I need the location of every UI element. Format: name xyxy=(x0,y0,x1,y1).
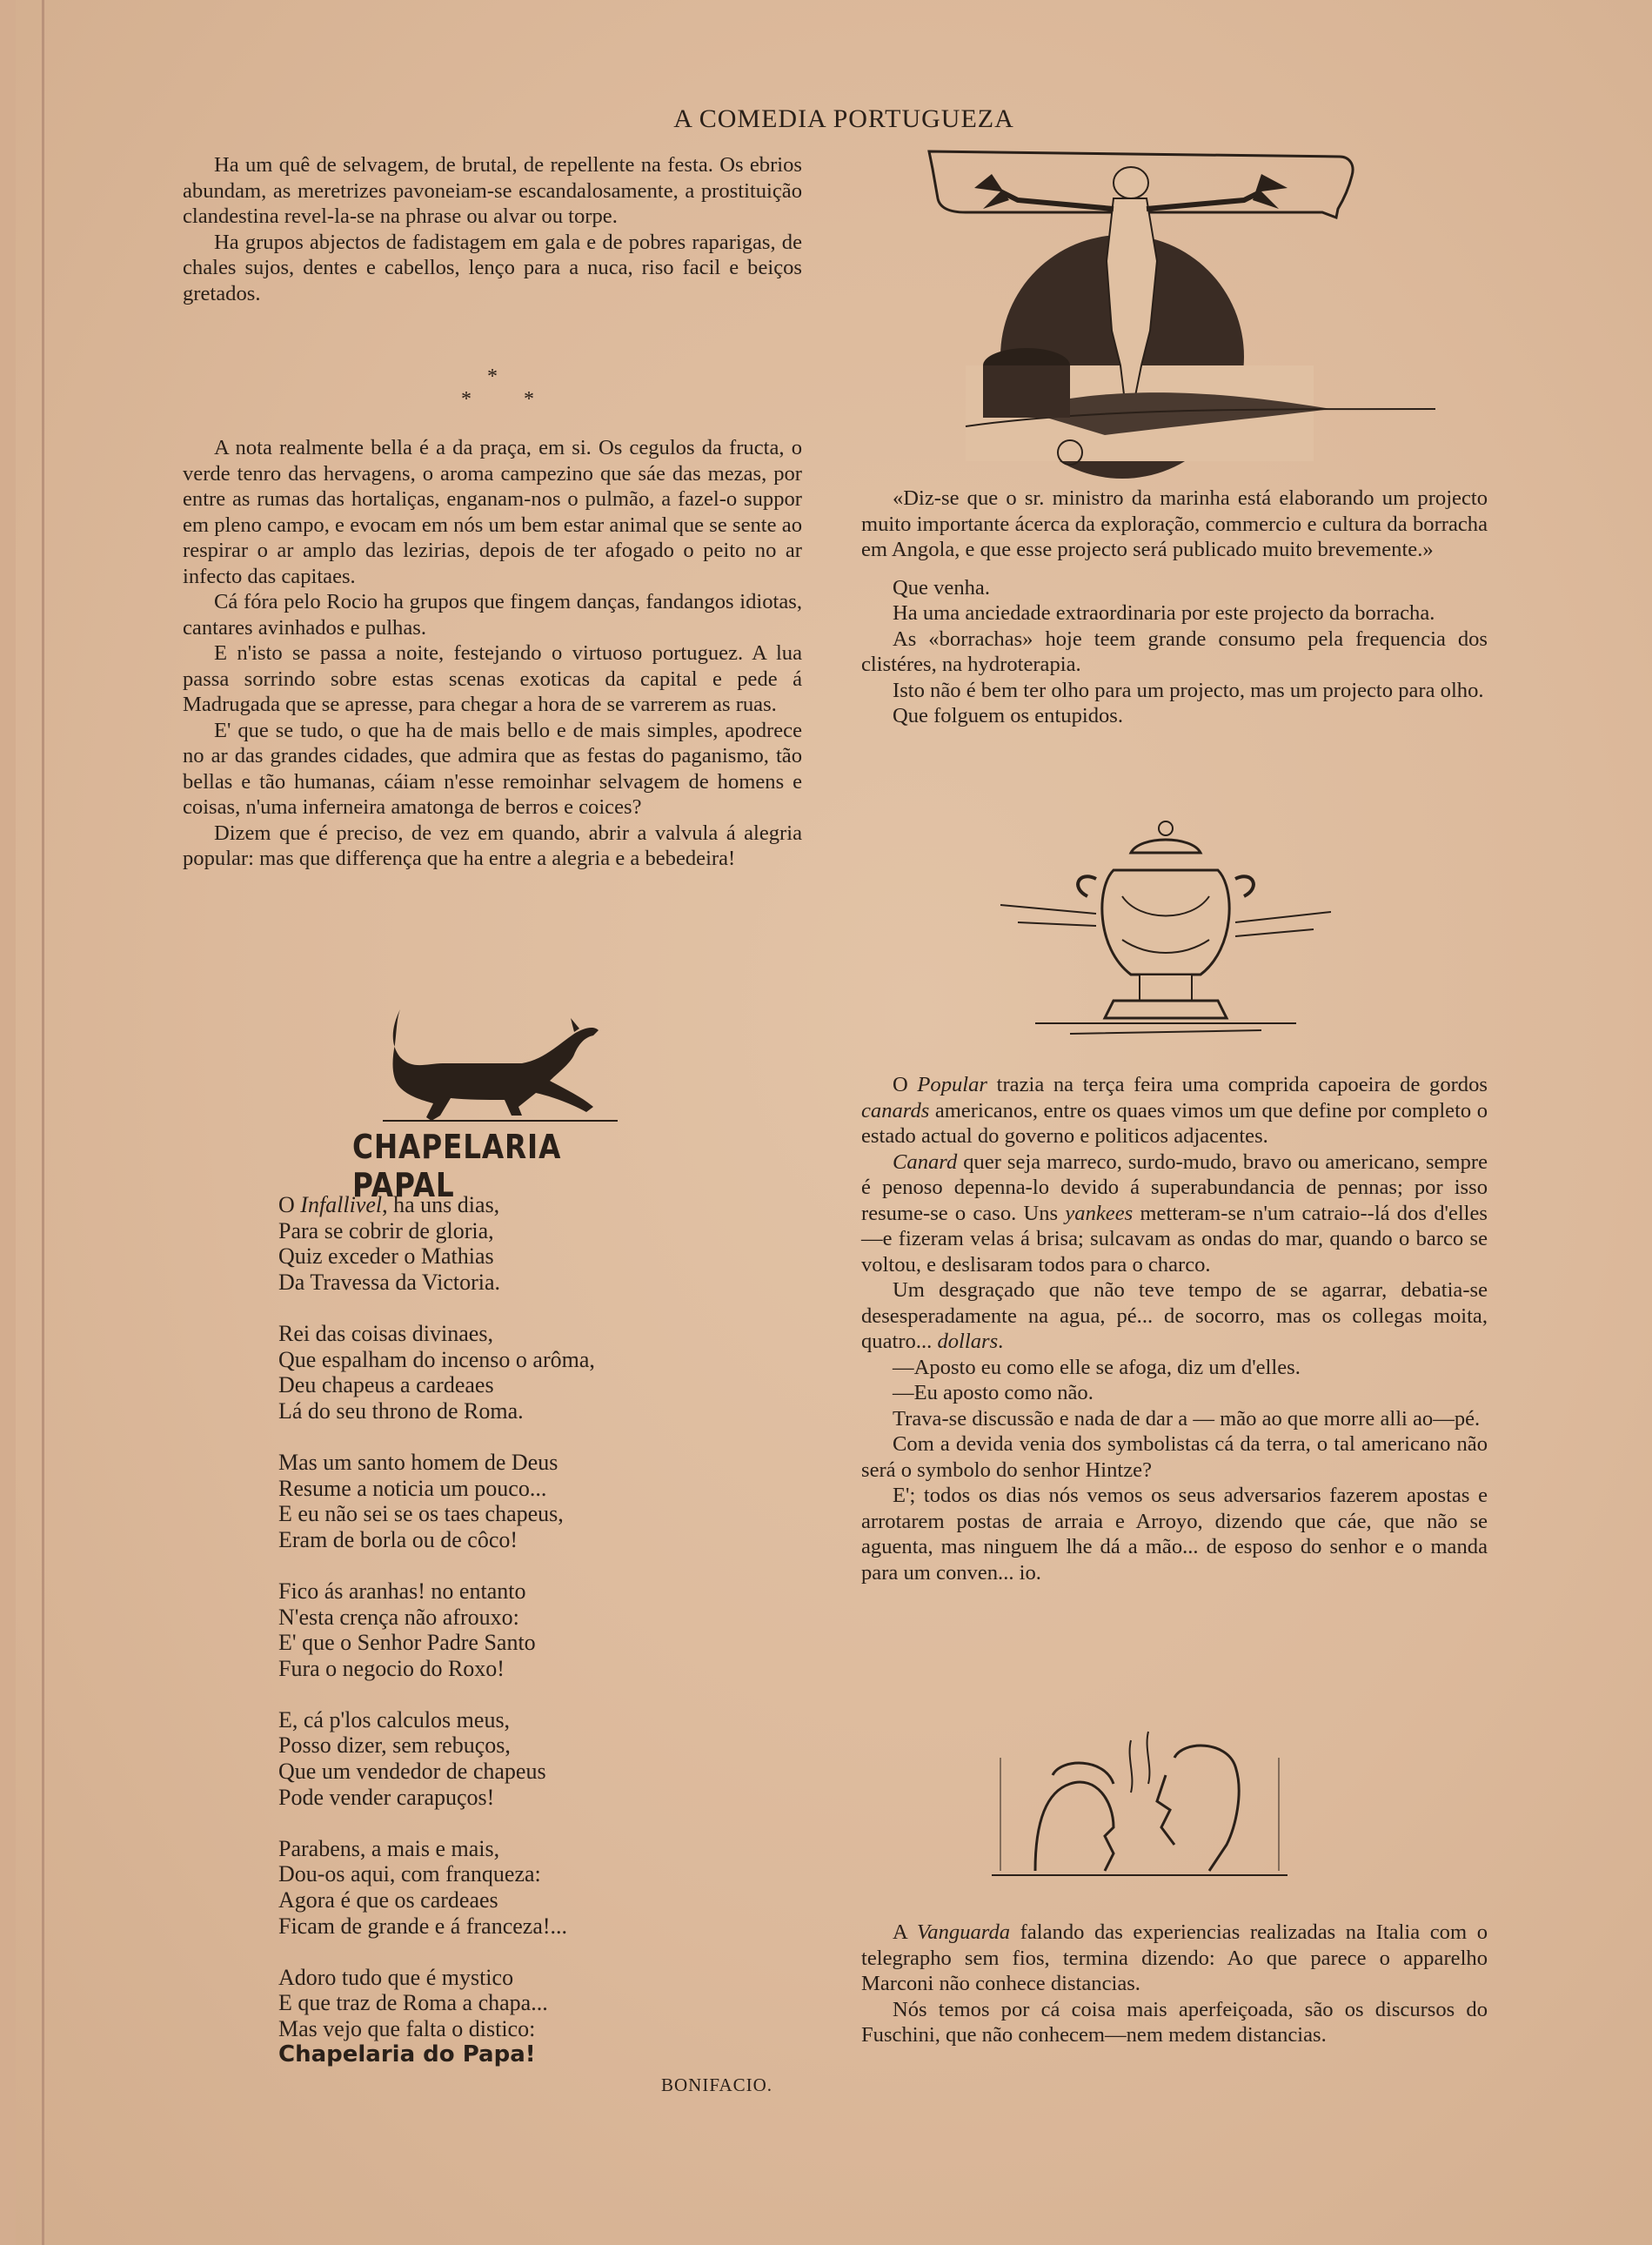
paragraph: A Vanguarda falando das experiencias realizadas na Italia com o telegrapho sem fios, termina dizendo: Ao que parece o apparelho Marconi não conhece distancias. xyxy=(861,1920,1488,1995)
paragraph: A nota realmente bella é a da praça, em si. Os cegulos da fructa, o verde tenro das hervagens, o aroma campezino que sáe das mezas, por entre as rumas das hortaliças, enganam-nos o pulmão, a fazel-o suppor em pleno campo, e evocam em nós um bem estar animal que se sente ao respirar o ar amplo das lezirias, depois de ter afogado o peito no ar infecto das capitaes. xyxy=(183,436,802,588)
poem-line: Quiz exceder o Mathias xyxy=(278,1243,494,1270)
poem-stanza xyxy=(278,1321,731,1424)
poem-line: Que espalham do incenso o arôma, xyxy=(278,1346,595,1372)
paragraph: Ha grupos abjectos de fadistagem em gala e de pobres raparigas, de chales sujos, dentes e cabellos, lenço para a nuca, riso facil e beiços gretados. xyxy=(183,230,802,305)
poem-line: Deu chapeus a cardeaes xyxy=(278,1372,494,1398)
paragraph: Cá fóra pelo Rocio ha grupos que fingem danças, fandangos idiotas, cantares avinhados e pulhas. xyxy=(183,590,802,640)
poem-line: Resume a noticia um pouco... xyxy=(278,1475,547,1501)
poem-line: N'esta crença não afrouxo: xyxy=(278,1604,519,1630)
right-middle-article xyxy=(861,1072,1488,1585)
paragraph: Dizem que é preciso, de vez em quando, abrir a valvula á alegria popular: mas que differença que ha entre a alegria e a bebedeira! xyxy=(183,821,802,870)
poem-line: E eu não sei se os taes chapeus, xyxy=(278,1501,564,1527)
paragraph: Que folguem os entupidos. xyxy=(893,704,1124,727)
page-header: A COMEDIA PORTUGUEZA xyxy=(673,104,1014,133)
paragraph: Ha uma anciedade extraordinaria por este projecto da borracha. xyxy=(893,601,1435,625)
separator-star: * xyxy=(524,388,534,411)
separator-star: * xyxy=(487,365,498,388)
separator-star: * xyxy=(461,388,472,411)
poem-title: CHAPELARIA PAPAL xyxy=(352,1128,562,1204)
paragraph: Com a devida venia dos symbolistas cá da terra, o tal americano não será o symbolo do senhor Hintze? xyxy=(861,1432,1488,1482)
greyhound-illustration xyxy=(365,1009,626,1131)
right-top-article xyxy=(861,486,1488,729)
page-fold-line xyxy=(42,0,44,2245)
poem-final-line: Chapelaria do Papa! xyxy=(278,2041,536,2067)
poem-line: Adoro tudo que é mystico xyxy=(278,1964,514,1990)
paragraph: O Popular trazia na terça feira uma comprida capoeira de gordos canards americanos, entre os quaes vimos um que define por completo o estado actual do governo e politicos adjacentes. xyxy=(861,1073,1488,1148)
poem-line: Rei das coisas divinaes, xyxy=(278,1320,493,1346)
section-separator xyxy=(452,365,534,418)
paragraph: Ha um quê de selvagem, de brutal, de repellente na festa. Os ebrios abundam, as meretrizes pavoneiam-se escandalosamente, a prostituição clandestina revel-la-se na phrase ou alvar ou torpe. xyxy=(183,153,802,228)
paragraph: E' que se tudo, o que ha de mais bello e de mais simples, apodrece no ar das grandes cidades, que admira que as festas do paganismo, tão bellas e tão humanas, cáiam n'esse remoinhar selvagem de homens e coisas, n'uma inferneira amatonga de berros e coices? xyxy=(183,718,802,819)
author-signature: BONIFACIO. xyxy=(661,2074,773,2095)
paragraph: Nós temos por cá coisa mais aperfeiçoada, são os discursos do Fuschini, que não conhecem—nem medem distancias. xyxy=(861,1997,1488,2047)
poem-line: O Infallivel, ha uns dias, xyxy=(278,1192,500,1217)
left-middle-article xyxy=(183,435,802,872)
two-faces-illustration xyxy=(983,1723,1296,1880)
poem-line: Posso dizer, sem rebuços, xyxy=(278,1732,511,1759)
cherub-illustration xyxy=(913,148,1435,479)
poem-line: Para se cobrir de gloria, xyxy=(278,1217,494,1243)
poem-stanza xyxy=(278,1450,731,1552)
poem-line: Que um vendedor de chapeus xyxy=(278,1759,546,1785)
paragraph: As «borrachas» hoje teem grande consumo pela frequencia dos clistéres, na hydroterapia. xyxy=(861,627,1488,676)
poem-line: Dou-os aqui, com franqueza: xyxy=(278,1861,541,1887)
poem-line: Parabens, a mais e mais, xyxy=(278,1835,500,1861)
paragraph: Um desgraçado que não teve tempo de se agarrar, debatia-se desesperadamente na agua, pé... de socorro, mas os collegas moita, quatro... dollars. xyxy=(861,1278,1488,1353)
poem-line: Ficam de grande e á franceza!... xyxy=(278,1913,568,1939)
paragraph: Que venha. xyxy=(893,575,990,600)
paragraph: E n'isto se passa a noite, festejando o virtuoso portuguez. A lua passa sorrindo sobre estas scenas exoticas da capital e pede á Madrugada que se apresse, para chegar a hora de se varrerem as ruas. xyxy=(183,641,802,716)
poem-line: E, cá p'los calculos meus, xyxy=(278,1706,511,1732)
poem-line: Mas um santo homem de Deus xyxy=(278,1449,558,1475)
poem-line: Eram de borla ou de côco! xyxy=(278,1526,518,1552)
poem-stanza xyxy=(278,1707,731,1810)
poem xyxy=(278,1192,731,2094)
poem-line: Agora é que os cardeaes xyxy=(278,1887,498,1913)
paragraph: Isto não é bem ter olho para um projecto, mas um projecto para olho. xyxy=(893,678,1484,702)
paragraph: E'; todos os dias nós vemos os seus adversarios fazerem apostas e arrotarem postas de arraia e Arroyo, dizendo que cáe, que não se aguenta, mas ninguem lhe dá a mão... de esposo do senhor e o manda para um conven... io. xyxy=(861,1484,1488,1585)
left-top-article xyxy=(183,152,802,306)
poem-line: E que traz de Roma a chapa... xyxy=(278,1990,548,2016)
poem-stanza xyxy=(278,1836,731,1939)
poem-line: Fura o negocio do Roxo! xyxy=(278,1655,505,1681)
paragraph: —Aposto eu como elle se afoga, diz um d'elles. xyxy=(893,1355,1301,1379)
poem-stanza xyxy=(278,1965,731,2067)
poem-stanza xyxy=(278,1192,731,1295)
paragraph: «Diz-se que o sr. ministro da marinha está elaborando um projecto muito importante ácerca da exploração, commercio e cultura da borracha em Angola, e que esse projecto será publicado muito brevemente.» xyxy=(861,486,1488,561)
urn-illustration xyxy=(1000,818,1331,1062)
right-bottom-article xyxy=(861,1920,1488,2048)
paragraph: Trava-se discussão e nada de dar a — mão ao que morre alli ao—pé. xyxy=(893,1406,1481,1431)
poem-line: Da Travessa da Victoria. xyxy=(278,1269,501,1295)
poem-stanza xyxy=(278,1578,731,1681)
poem-line: Lá do seu throno de Roma. xyxy=(278,1397,524,1424)
poem-line: E' que o Senhor Padre Santo xyxy=(278,1630,536,1656)
paragraph: Canard quer seja marreco, surdo-mudo, bravo ou americano, sempre é penoso depenna-lo devido á superabundancia de pennas; por isso resume-se o caso. Uns yankees metteram-se n'um catraio--lá dos d'elles—e fizeram velas á brisa; sulcavam as ondas do mar, quando o barco se voltou, e deslisaram todos para o charco. xyxy=(861,1149,1488,1277)
poem-line: Mas vejo que falta o distico: xyxy=(278,2016,536,2041)
poem-line: Pode vender carapuços! xyxy=(278,1784,495,1810)
poem-line: Fico ás aranhas! no entanto xyxy=(278,1578,526,1604)
paragraph: —Eu aposto como não. xyxy=(893,1381,1094,1404)
